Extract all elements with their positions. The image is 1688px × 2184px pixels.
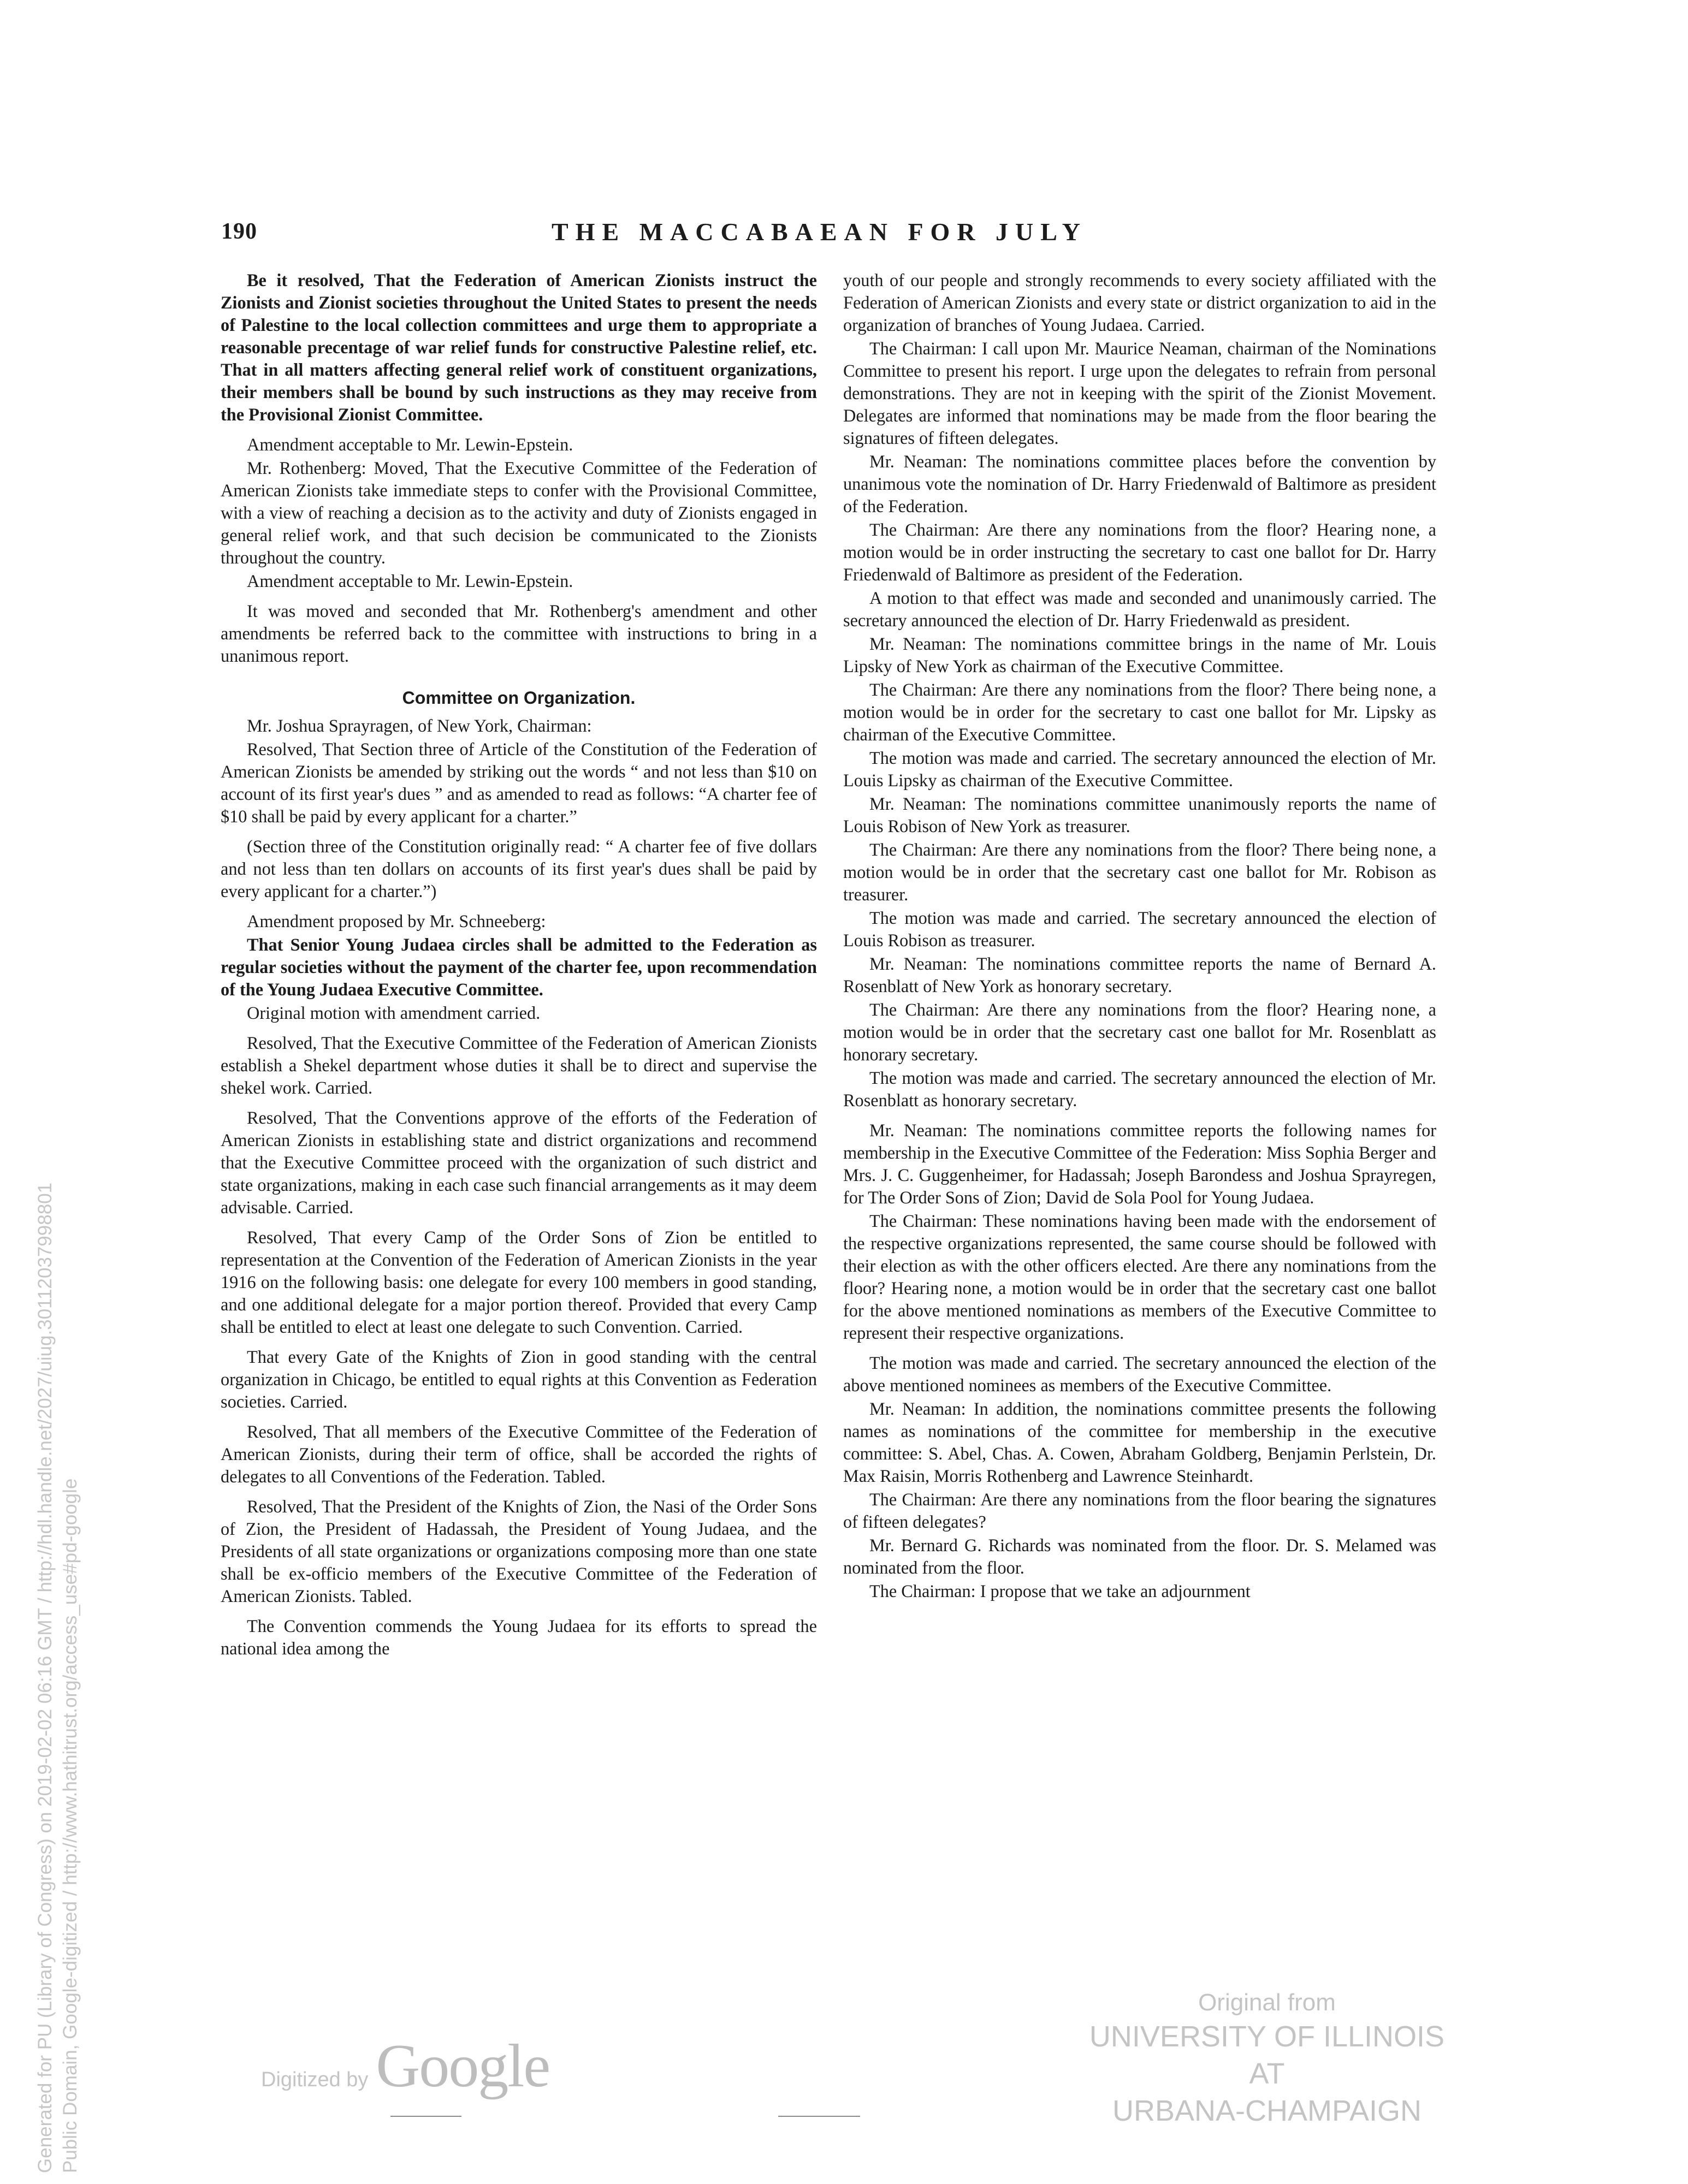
stamp-line: Generated for PU (Library of Congress) on 2019-02-02 06:16 GMT / http://hdl.handle.net/2027/uiug.30112037998801 [34,1182,56,2173]
paragraph: Mr. Neaman: In addition, the nominations committee presents the following names as nominations of the committee for membership in the executive committee: S. Abel, Chas. A. Cowen, Abraham Goldberg, Benjamin Perlstein, Dr. Max Raisin, Morris Rothenberg and Lawrence Steinhardt. [843,1399,1436,1486]
origin-line: UNIVERSITY OF ILLINOIS AT [1089,2020,1445,2090]
paragraph: That Senior Young Judaea circles shall be admitted to the Federation as regular societies without the payment of the charter fee, upon recommendation of the Young Judaea Executive Committee. [221,935,817,999]
stamp-line: Public Domain, Google-digitized / http://www.hathitrust.org/access_use#pd-google [60,1478,81,2173]
paragraph: The Chairman: I propose that we take an adjournment [869,1581,1251,1601]
right-column [843,269,1436,1604]
paragraph: The Chairman: Are there any nominations from the floor? Hearing none, a motion would be in order that the secretary cast one ballot for Mr. Rosenblatt as honorary secretary. [843,1000,1436,1064]
footer-rule-left [390,2116,461,2117]
paragraph: The Chairman: Are there any nominations from the floor bearing the signatures of fifteen delegates? [843,1489,1436,1532]
paragraph: Resolved, That the Executive Committee of the Federation of American Zionists establish a Shekel department whose duties it shall be to direct and supervise the shekel work. Carried. [221,1033,817,1097]
paragraph: Original motion with amendment carried. [247,1003,541,1023]
paragraph: Amendment acceptable to Mr. Lewin-Epstein. [247,571,573,591]
paragraph: Mr. Bernard G. Richards was nominated from the floor. Dr. S. Melamed was nominated from the floor. [843,1535,1436,1577]
paragraph: The motion was made and carried. The secretary announced the election of Mr. Louis Lipsky as chairman of the Executive Committee. [843,748,1436,790]
paragraph: youth of our people and strongly recommends to every society affiliated with the Federation of American Zionists and every state or district organization to aid in the organization of branches of Young Judaea. Carried. [843,270,1436,335]
page-number: 190 [221,219,257,244]
paragraph: Mr. Neaman: The nominations committee unanimously reports the name of Louis Robison of New York as treasurer. [843,794,1436,836]
original-from-stamp [1070,1987,1464,2129]
origin-line: URBANA-CHAMPAIGN [1112,2094,1422,2127]
paragraph: Mr. Joshua Sprayragen, of New York, Chairman: [247,716,592,735]
paragraph: The Chairman: I call upon Mr. Maurice Neaman, chairman of the Nominations Committee to present his report. I urge upon the delegates to refrain from personal demonstrations. They are not in keeping with the spirit of the Zionist Movement. Delegates are informed that nominations may be made from the floor bearing the signatures of fifteen delegates. [843,339,1436,448]
paragraph: The motion was made and carried. The secretary announced the election of Mr. Rosenblatt as honorary secretary. [843,1068,1436,1110]
paragraph: Amendment acceptable to Mr. Lewin-Epstein. [247,435,573,454]
footer-rule-center [778,2116,860,2117]
paragraph: Mr. Neaman: The nominations committee reports the name of Bernard A. Rosenblatt of New York as honorary secretary. [843,954,1436,996]
paragraph: The Chairman: These nominations having been made with the endorsement of the respective organizations represented, the same course should be followed with their election as with the other officers elected. Are there any nominations from the floor? Hearing none, a motion would be in order that the secretary cast one ballot for the above mentioned nominations as members of the Executive Committee to represent their respective organizations. [843,1211,1436,1343]
paragraph: Resolved, That the Conventions approve of the efforts of the Federation of American Zionists in establishing state and district organizations and recommend that the Executive Committee proceed with the organization of such district and state organizations, making in each case such financial arrangements as it may deem advisable. Carried. [221,1108,817,1217]
paragraph: The Chairman: Are there any nominations from the floor? There being none, a motion would be in order that the secretary cast one ballot for Mr. Robison as treasurer. [843,840,1436,904]
google-logo: Google [376,2032,550,2100]
hathitrust-stamp [33,808,83,2173]
origin-line: Original from [1198,1989,1336,2016]
paragraph: Amendment proposed by Mr. Schneeberg: [247,911,546,931]
paragraph: Resolved, That all members of the Executive Committee of the Federation of American Zionists, during their term of office, shall be accorded the rights of delegates to all Conventions of the Federation. Tabled. [221,1422,817,1486]
paragraph: Mr. Neaman: The nominations committee places before the convention by unanimous vote the nomination of Dr. Harry Friedenwald of Baltimore as president of the Federation. [843,452,1436,516]
paragraph: The motion was made and carried. The secretary announced the election of the above mentioned nominees as members of the Executive Committee. [843,1353,1436,1395]
paragraph: The Chairman: Are there any nominations from the floor? There being none, a motion would be in order for the secretary to cast one ballot for Mr. Lipsky as chairman of the Executive Committee. [843,680,1436,744]
paragraph: Resolved, That Section three of Article of the Constitution of the Federation of American Zionists be amended by striking out the words “ and not less than $10 on account of its first year's dues ” and as amended to read as follows: “A charter fee of $10 shall be paid by every applicant for a charter.” [221,739,817,826]
paragraph: That every Gate of the Knights of Zion in good standing with the central organization in Chicago, be entitled to equal rights at this Convention as Federation societies. Carried. [221,1347,817,1411]
paragraph: Resolved, That the President of the Knights of Zion, the Nasi of the Order Sons of Zion, the President of Hadassah, the President of Young Judaea, and the Presidents of all state organizations or organizations composing more than one state shall be ex-officio members of the Executive Committee of the Federation of American Zionists. Tabled. [221,1497,817,1606]
paragraph: Mr. Rothenberg: Moved, That the Executive Committee of the Federation of American Zionists take immediate steps to confer with the Provisional Committee, with a view of reaching a decision as to the activity and duty of Zionists engaged in general relief work, and that such decision be communicated to the Zionists throughout the country. [221,458,817,567]
paragraph: The Chairman: Are there any nominations from the floor? Hearing none, a motion would be in order instructing the secretary to cast one ballot for Dr. Harry Friedenwald of Baltimore as president of the Federation. [843,520,1436,584]
digitized-label: Digitized by [261,2068,369,2091]
digitized-by-google [261,2031,549,2102]
paragraph: Resolved, That every Camp of the Order Sons of Zion be entitled to representation at the Convention of the Federation of American Zionists in the year 1916 on the following basis: one delegate for every 100 members in good standing, and one additional delegate for a major portion thereof. Provided that every Camp shall be entitled to elect at least one delegate to such Convention. Carried. [221,1227,817,1337]
paragraph: (Section three of the Constitution originally read: “ A charter fee of five dollars and not less than ten dollars on accounts of its first year's dues shall be paid by every applicant for a charter.”) [221,836,817,901]
section-heading: Committee on Organization. [402,688,636,708]
running-head: THE MACCABAEAN FOR JULY [552,218,1087,246]
paragraph: A motion to that effect was made and seconded and unanimously carried. The secretary announced the election of Dr. Harry Friedenwald as president. [843,588,1436,630]
paragraph: Mr. Neaman: The nominations committee reports the following names for membership in the Executive Committee of the Federation: Miss Sophia Berger and Mrs. J. C. Guggenheimer, for Hadassah; Joseph Barondess and Joshua Sprayregen, for The Order Sons of Zion; David de Sola Pool for Young Judaea. [843,1120,1436,1207]
paragraph: It was moved and seconded that Mr. Rothenberg's amendment and other amendments be referred back to the committee with instructions to bring in a unanimous report. [221,601,817,666]
paragraph: The motion was made and carried. The secretary announced the election of Louis Robison as treasurer. [843,908,1436,950]
paragraph: Be it resolved, That the Federation of American Zionists instruct the Zionists and Zionist societies throughout the United States to present the needs of Palestine to the local collection committees and urge them to appropriate a reasonable precentage of war relief funds for constructive Palestine relief, etc. That in all matters affecting general relief work of constituent organizations, their members shall be bound by such instructions as they may receive from the Provisional Zionist Committee. [221,270,817,424]
paragraph: Mr. Neaman: The nominations committee brings in the name of Mr. Louis Lipsky of New York as chairman of the Executive Committee. [843,634,1436,676]
left-column [221,269,817,1661]
paragraph: The Convention commends the Young Judaea for its efforts to spread the national idea among the [221,1616,817,1658]
